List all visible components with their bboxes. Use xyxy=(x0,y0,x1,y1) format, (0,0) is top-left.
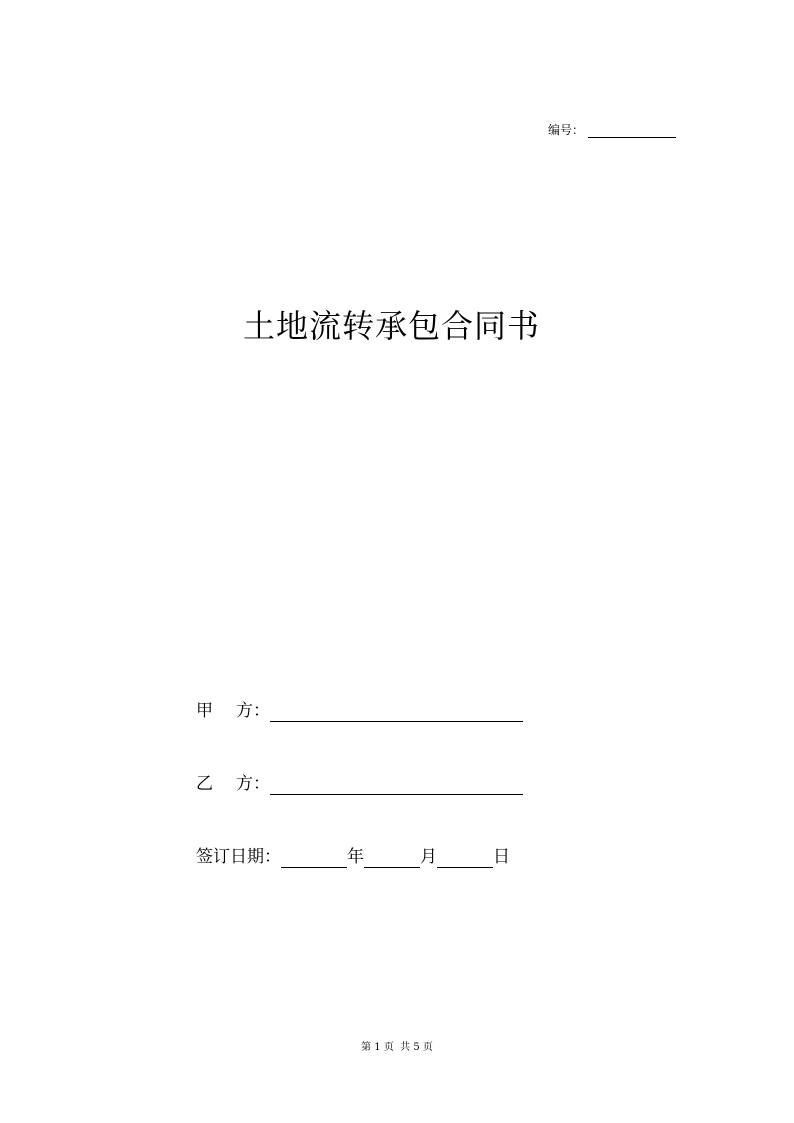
contract-number-blank xyxy=(588,124,676,138)
contract-number-label: 编号： xyxy=(548,123,585,137)
party-a-row xyxy=(196,700,523,722)
signing-day-unit: 日 xyxy=(493,847,510,867)
party-b-label-suffix: 方： xyxy=(236,774,270,794)
signing-date-row xyxy=(196,846,510,868)
party-a-label-char: 甲 xyxy=(196,701,213,721)
party-b-label-char: 乙 xyxy=(196,774,213,794)
page-number-footer: 第 1 页 共 5 页 xyxy=(361,1042,433,1053)
party-b-row xyxy=(196,773,523,795)
document-title: 土地流转承包合同书 xyxy=(243,307,541,345)
contract-number-line xyxy=(548,122,676,138)
signing-year-blank xyxy=(281,849,347,868)
party-a-label-suffix: 方： xyxy=(236,701,270,721)
signing-month-unit: 月 xyxy=(420,847,437,867)
party-a-label xyxy=(196,700,270,722)
party-b-label xyxy=(196,773,270,795)
signing-month-blank xyxy=(364,849,420,868)
signing-date-label: 签订日期： xyxy=(196,847,281,867)
party-a-blank xyxy=(270,703,523,722)
party-b-blank xyxy=(270,776,523,795)
signing-year-unit: 年 xyxy=(347,847,364,867)
signing-day-blank xyxy=(437,849,493,868)
